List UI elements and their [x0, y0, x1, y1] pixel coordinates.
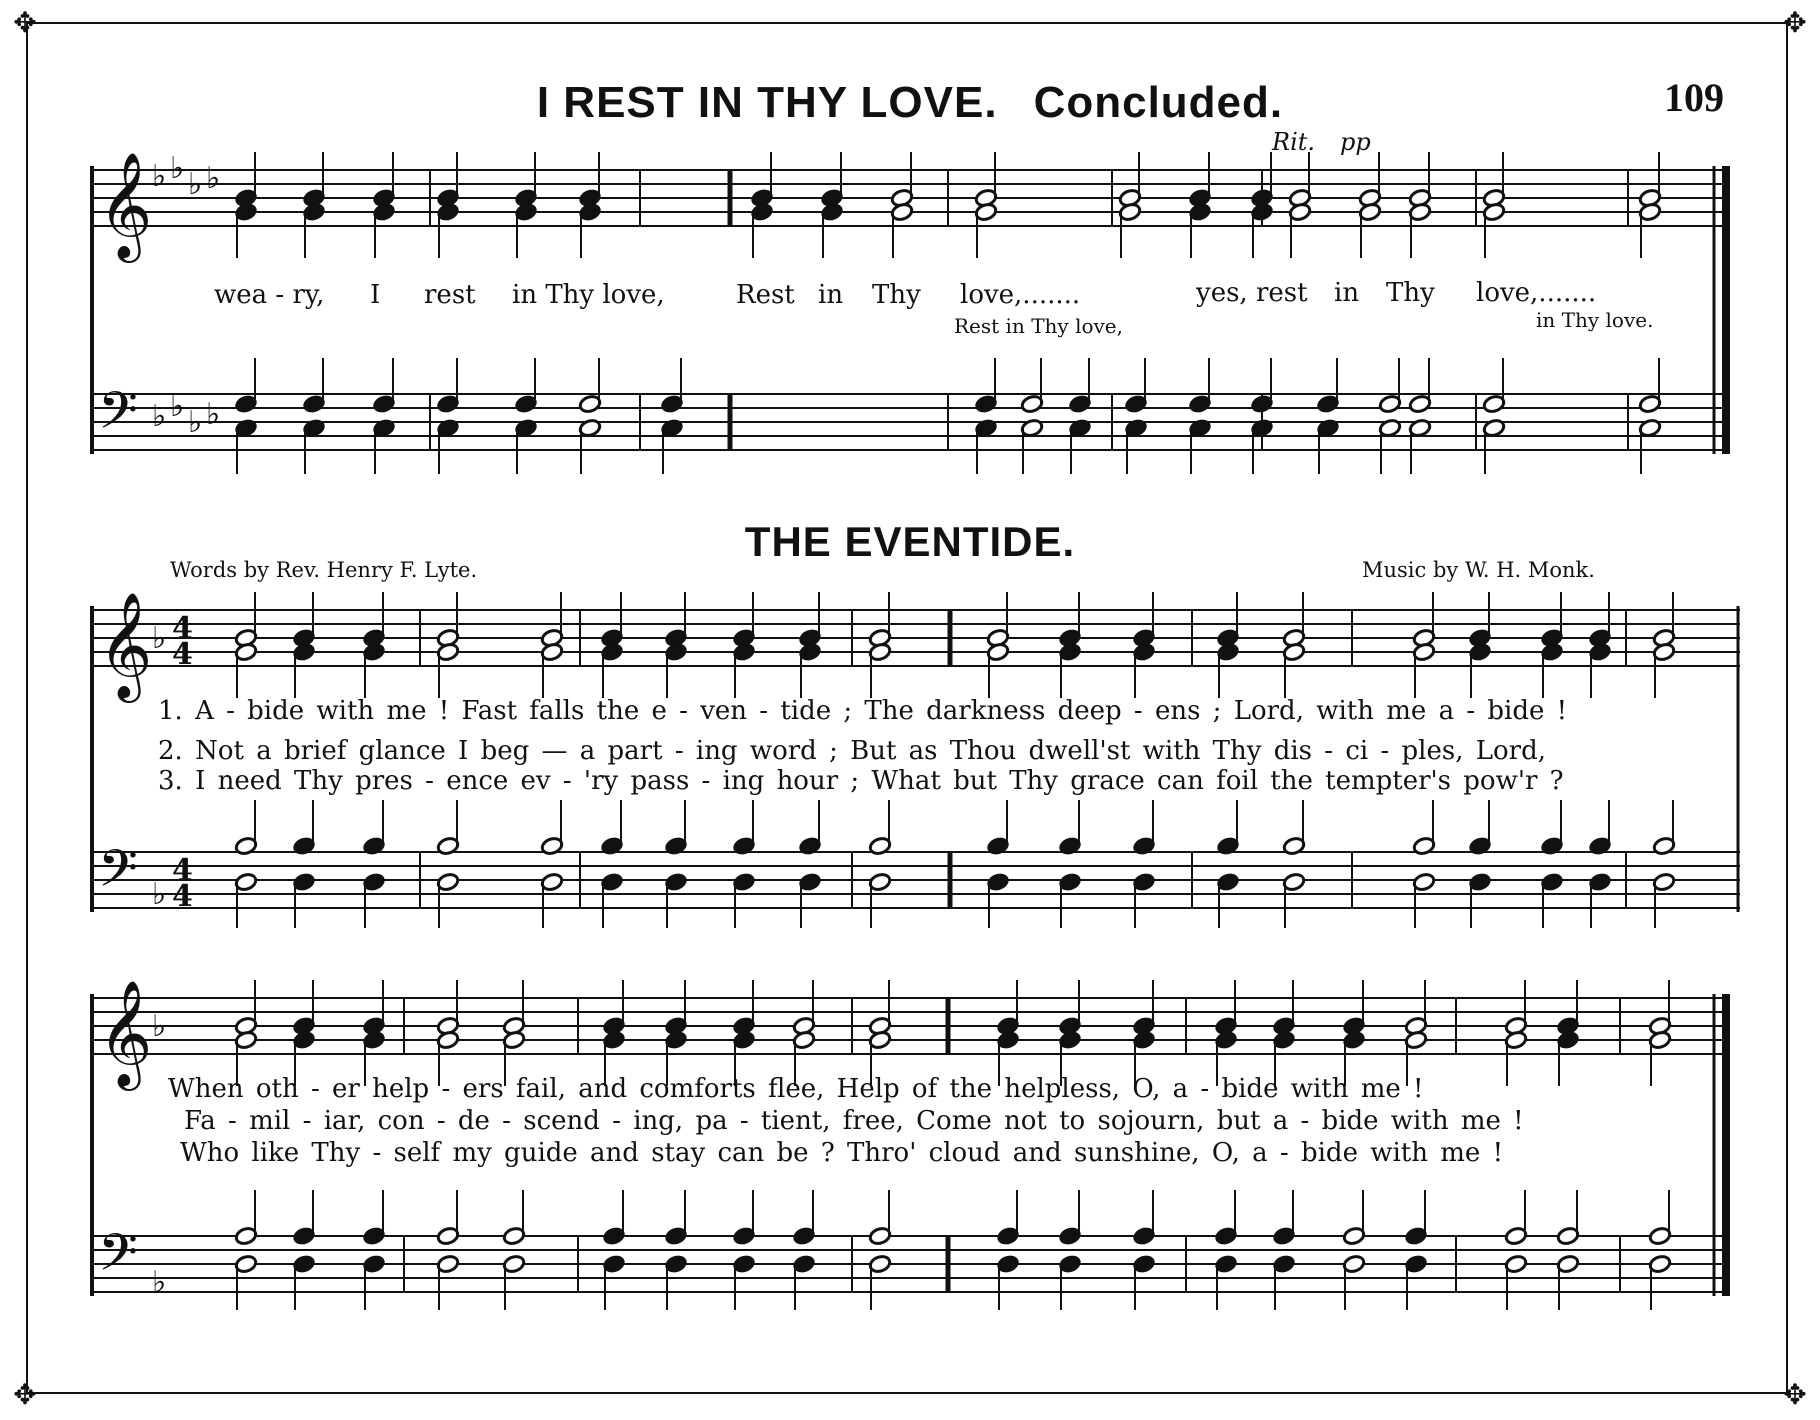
svg-text:4: 4 — [172, 611, 193, 646]
music-credit: Music by W. H. Monk. — [1362, 558, 1595, 582]
lyric-word: yes, rest — [1196, 278, 1308, 308]
corner-ornament-icon: ✥ — [1783, 6, 1807, 39]
svg-text:♭: ♭ — [188, 405, 203, 440]
svg-text:𝄞: 𝄞 — [98, 591, 153, 698]
bass-echo-lyric: in Thy love. — [1536, 308, 1654, 332]
svg-text:♭: ♭ — [152, 1265, 167, 1300]
lyric-word: love,....... — [960, 280, 1081, 310]
corner-ornament-icon: ✥ — [1783, 1378, 1807, 1411]
svg-text:4: 4 — [172, 879, 193, 914]
bass-clef-icon: 𝄢 — [98, 380, 138, 453]
lyric-word: rest — [424, 280, 476, 310]
words-credit: Words by Rev. Henry F. Lyte. — [170, 558, 478, 582]
corner-ornament-icon: ✥ — [13, 6, 37, 39]
lyric-word: in Thy love, — [512, 280, 665, 310]
bass-echo-lyric: Rest in Thy love, — [954, 314, 1123, 338]
svg-text:♭: ♭ — [170, 151, 185, 186]
svg-text:♭: ♭ — [170, 389, 185, 424]
lyric-word: Thy — [1386, 278, 1435, 308]
treble-clef-icon: 𝄞 — [98, 151, 153, 258]
verse-line: 2. Not a brief glance I beg — a part - ing word ; But as Thou dwell'st with Thy dis - ci - ples, Lord, — [158, 736, 1547, 766]
lyric-word: I — [370, 280, 381, 310]
svg-text:♭: ♭ — [152, 621, 167, 656]
svg-text:♭: ♭ — [206, 161, 221, 196]
svg-text:4: 4 — [172, 853, 193, 888]
hymn-title-main: I REST IN THY LOVE. — [536, 78, 998, 127]
svg-text:𝄢: 𝄢 — [98, 838, 138, 911]
hymn-title-concluded: Concluded. — [1033, 78, 1284, 127]
lyric-word: in — [818, 280, 844, 310]
corner-ornament-icon: ✥ — [13, 1378, 37, 1411]
verse-line: Who like Thy - self my guide and stay can be ? Thro' cloud and sunshine, O, a - bide with me ! — [180, 1138, 1504, 1168]
verse-line: 3. I need Thy pres - ence ev - 'ry pass - ing hour ; What but Thy grace can foil the tempter's pow'r ? — [158, 766, 1564, 796]
svg-text:𝄞: 𝄞 — [98, 979, 153, 1086]
tempo-mark: Rit. — [1272, 128, 1316, 156]
verse-line: 1. A - bide with me ! Fast falls the e - ven - tide ; The darkness deep - ens ; Lord, with me a - bide ! — [158, 696, 1568, 726]
svg-text:𝄢: 𝄢 — [98, 1222, 138, 1295]
lyric-word: in — [1334, 278, 1360, 308]
svg-text:♭: ♭ — [188, 167, 203, 202]
verse-line: Fa - mil - iar, con - de - scend - ing, pa - tient, free, Come not to sojourn, but a - bide with me ! — [184, 1106, 1524, 1136]
hymn-title: THE EVENTIDE. — [744, 518, 1076, 565]
svg-text:♭: ♭ — [152, 877, 167, 912]
svg-text:4: 4 — [172, 637, 193, 672]
svg-text:♭: ♭ — [152, 159, 167, 194]
svg-text:♭: ♭ — [206, 397, 221, 432]
verse-line: When oth - er help - ers fail, and comforts flee, Help of the helpless, O, a - bide with me ! — [168, 1074, 1424, 1104]
lyric-word: Rest — [736, 280, 795, 310]
dynamic-mark: pp — [1340, 128, 1371, 156]
lyric-word: wea - ry, — [214, 280, 325, 310]
svg-text:♭: ♭ — [152, 1009, 167, 1044]
page-number: 109 — [1664, 75, 1724, 120]
svg-text:♭: ♭ — [152, 399, 167, 434]
lyric-word: Thy — [872, 280, 921, 310]
lyric-word: love,....... — [1476, 278, 1597, 308]
